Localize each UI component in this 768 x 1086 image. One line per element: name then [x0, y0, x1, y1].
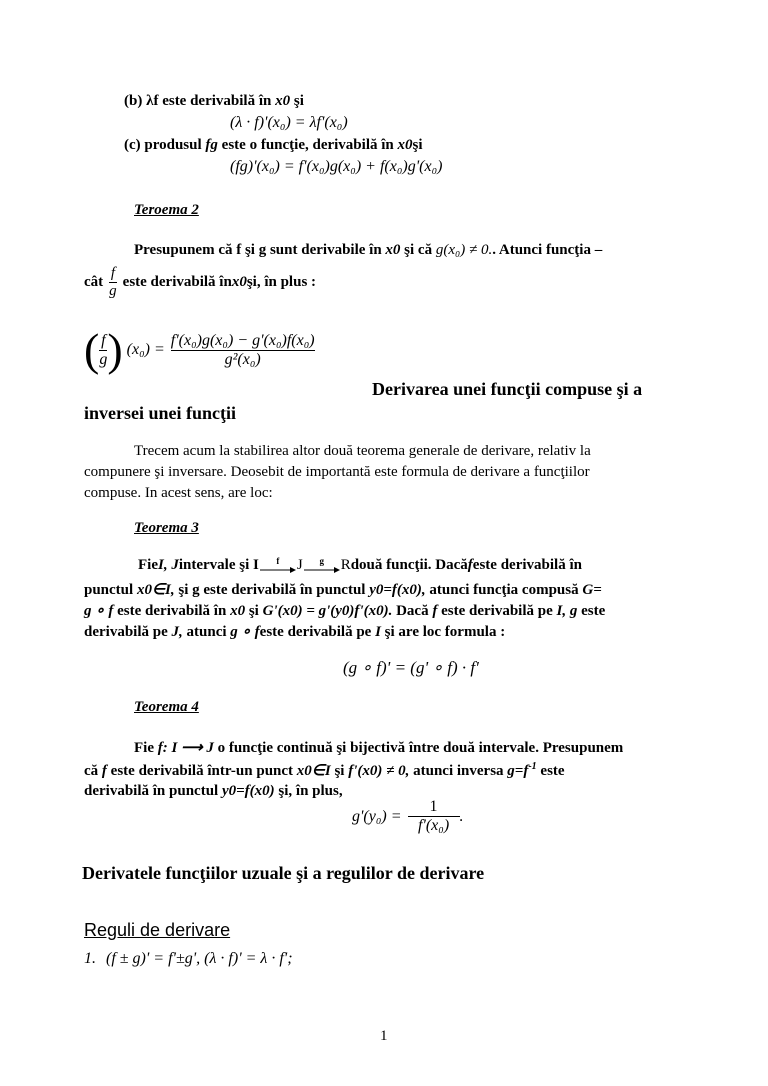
theorem3-line3: g ∘ f este derivabilă în x0 şi G'(x0) = g'(y0)f'(x0). Dacă f este derivabilă pe I, g este — [84, 603, 606, 619]
theorem2-line1: Presupunem că f şi g sunt derivabile în x0 şi că g(x₀) ≠ 0.. Atunci funcţia – — [134, 242, 603, 258]
heading-derivatives: Derivatele funcţiilor uzuale şi a regulilor de derivare — [82, 863, 485, 883]
heading-composite-line2: inversei unei funcţii — [84, 403, 236, 423]
theorem4-line3: derivabilă în punctul y0=f(x0) şi, în plus, — [84, 783, 343, 799]
f-over-g-fraction: $\frac{f}{g}$ — [109, 265, 117, 299]
theorem3-line4: derivabilă pe J, atunci g ∘ feste derivabilă pe I şi are loc formula : — [84, 624, 506, 640]
formula-b: (λ · f)'(x₀) = λf'(x₀) — [230, 114, 348, 131]
quotient-rule-formula: ( $\frac{f}{g}$ ) (x₀) = $\frac{\text{f'(x₀)g(x₀) − g'(x₀)f(x₀)}}{\text{g²(x₀)}}$ — [84, 324, 315, 375]
theorem3-line1: Fie I, J intervale şi I f J g R două funcţii. Dacă f este derivabilă în — [138, 556, 582, 573]
arrow-f: f — [260, 557, 296, 574]
arrow-g: g — [304, 557, 340, 574]
theorem4-line2: că f este derivabilă într-un punct x0∈I şi f'(x0) ≠ 0, atunci inversa $g=f^{-1}$ este — [84, 761, 565, 779]
item-c: (c) produsul fg este o funcţie, derivabilă în x0şi — [124, 137, 423, 153]
theorem2-title: Teroema 2 — [134, 202, 199, 218]
heading-composite-line1: Derivarea unei funcţii compuse şi a — [372, 379, 643, 399]
formula-c: (fg)'(x₀) = f'(x₀)g(x₀) + f(x₀)g'(x₀) — [230, 158, 443, 175]
intro-line2: compunere şi inversare. Deosebit de importantă este formula de derivare a funcţiilor — [84, 464, 590, 480]
theorem2-line2: cât $\frac{f}{g}$ este derivabilă în x0 şi, în plus : — [84, 265, 317, 299]
theorem4-title: Teorema 4 — [134, 699, 199, 715]
theorem3-line2: punctul x0∈I, şi g este derivabilă în punctul y0=f(x0), atunci funcţia compusă G= — [84, 582, 602, 598]
intro-line1: Trecem acum la stabilirea altor două teorema generale de derivare, relativ la — [134, 443, 591, 459]
item-b: (b) λf este derivabilă în x0 şi — [124, 93, 304, 109]
page-number: 1 — [380, 1028, 388, 1044]
rules-title: Reguli de derivare — [84, 920, 231, 940]
inverse-derivative-formula: g'(y₀) = $\frac{1}{\text{f'(x₀)}}$ . — [352, 798, 464, 834]
composite-formula: (g ∘ f)' = (g' ∘ f) · f' — [343, 658, 479, 677]
theorem4-line1: Fie f: I ⟶ J o funcţie continuă şi bijectivă între două intervale. Presupunem — [134, 740, 624, 756]
rule-1: 1. (f ± g)' = f'±g', (λ · f)' = λ · f'; — [84, 950, 293, 967]
intro-line3: compuse. In acest sens, are loc: — [84, 485, 273, 501]
theorem3-title: Teorema 3 — [134, 520, 199, 536]
